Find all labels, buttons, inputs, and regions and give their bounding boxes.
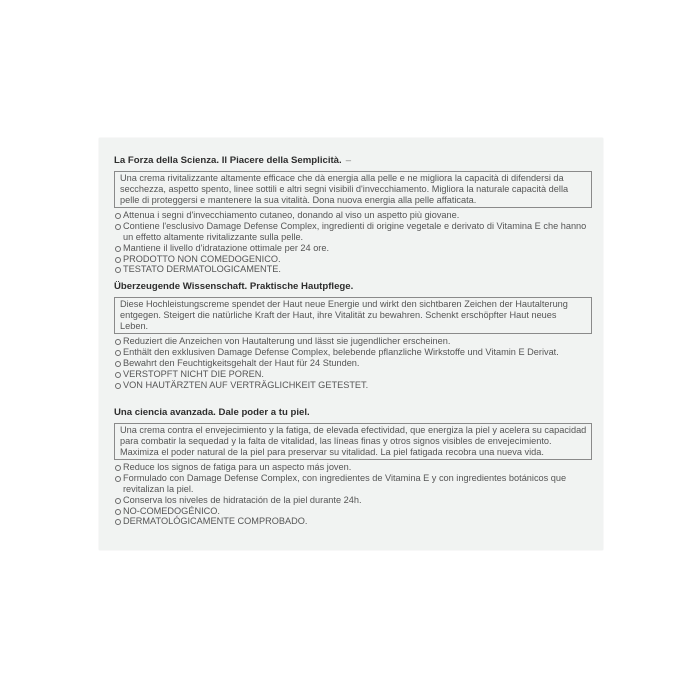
list-item: DERMATOLÓGICAMENTE COMPROBADO. [114,516,592,527]
italian-heading: La Forza della Scienza. Il Piacere della Semplicità. – [114,155,352,166]
list-item: NO-COMEDOGÉNICO. [114,506,592,517]
italian-benefits-list [114,210,592,275]
list-item: PRODOTTO NON COMEDOGENICO. [114,254,592,265]
list-item: TESTATO DERMATOLOGICAMENTE. [114,264,592,275]
german-heading: Überzeugende Wissenschaft. Praktische Hautpflege. [114,281,354,292]
spanish-heading: Una ciencia avanzada. Dale poder a tu piel. [114,407,310,418]
list-item: Reduce los signos de fatiga para un aspecto más joven. [114,462,592,473]
list-item: Bewahrt den Feuchtigkeitsgehalt der Haut für 24 Stunden. [114,358,592,369]
german-benefits-list [114,336,592,390]
spanish-section [114,407,592,527]
german-section [114,281,592,390]
italian-description: Una crema rivitalizzante altamente efficace che dà energia alla pelle e ne migliora la capacità di difendersi da secchezza, aspetto spento, linee sottili e altri segni visibili d'invecchiamento. Migliora la naturale capacità della pelle di proteggersi e mantenere la sua vitalità. Dona nuova energia alla pelle affaticata. [114,171,592,208]
spanish-benefits-list [114,462,592,527]
spanish-description: Una crema contra el envejecimiento y la fatiga, de elevada efectividad, que energiza la piel y acelera su capacidad para combatir la sequedad y la falta de vitalidad, las líneas finas y otros signos visibles de envejecimiento. Maximiza el poder natural de la piel para preservar su vitalidad. La piel fatigada recobra una nueva vida. [114,423,592,460]
product-info-card [99,138,603,550]
list-item: VERSTOPFT NICHT DIE POREN. [114,369,592,380]
list-item: Reduziert die Anzeichen von Hautalterung und lässt sie jugendlicher erscheinen. [114,336,592,347]
list-item: Attenua i segni d'invecchiamento cutaneo, donando al viso un aspetto più giovane. [114,210,592,221]
heading-dash: – [345,155,352,166]
list-item: Contiene l'esclusivo Damage Defense Complex, ingredienti di origine vegetale e derivato di Vitamina E che hanno un effetto altamente rivitalizzante sulla pelle. [114,221,592,243]
list-item: VON HAUTÄRZTEN AUF VERTRÄGLICHKEIT GETESTET. [114,380,592,391]
list-item: Formulado con Damage Defense Complex, con ingredientes de Vitamina E y con ingredientes botánicos que revitalizan la piel. [114,473,592,495]
german-description: Diese Hochleistungscreme spendet der Haut neue Energie und wirkt den sichtbaren Zeichen der Hautalterung entgegen. Steigert die natürliche Kraft der Haut, ihre Vitalität zu bewahren. Schenkt erschöpfter Haut neues Leben. [114,297,592,334]
list-item: Enthält den exklusiven Damage Defense Complex, belebende pflanzliche Wirkstoffe und Vitamin E Derivat. [114,347,592,358]
list-item: Conserva los niveles de hidratación de la piel durante 24h. [114,495,592,506]
list-item: Mantiene il livello d'idratazione ottimale per 24 ore. [114,243,592,254]
italian-section [114,155,592,275]
